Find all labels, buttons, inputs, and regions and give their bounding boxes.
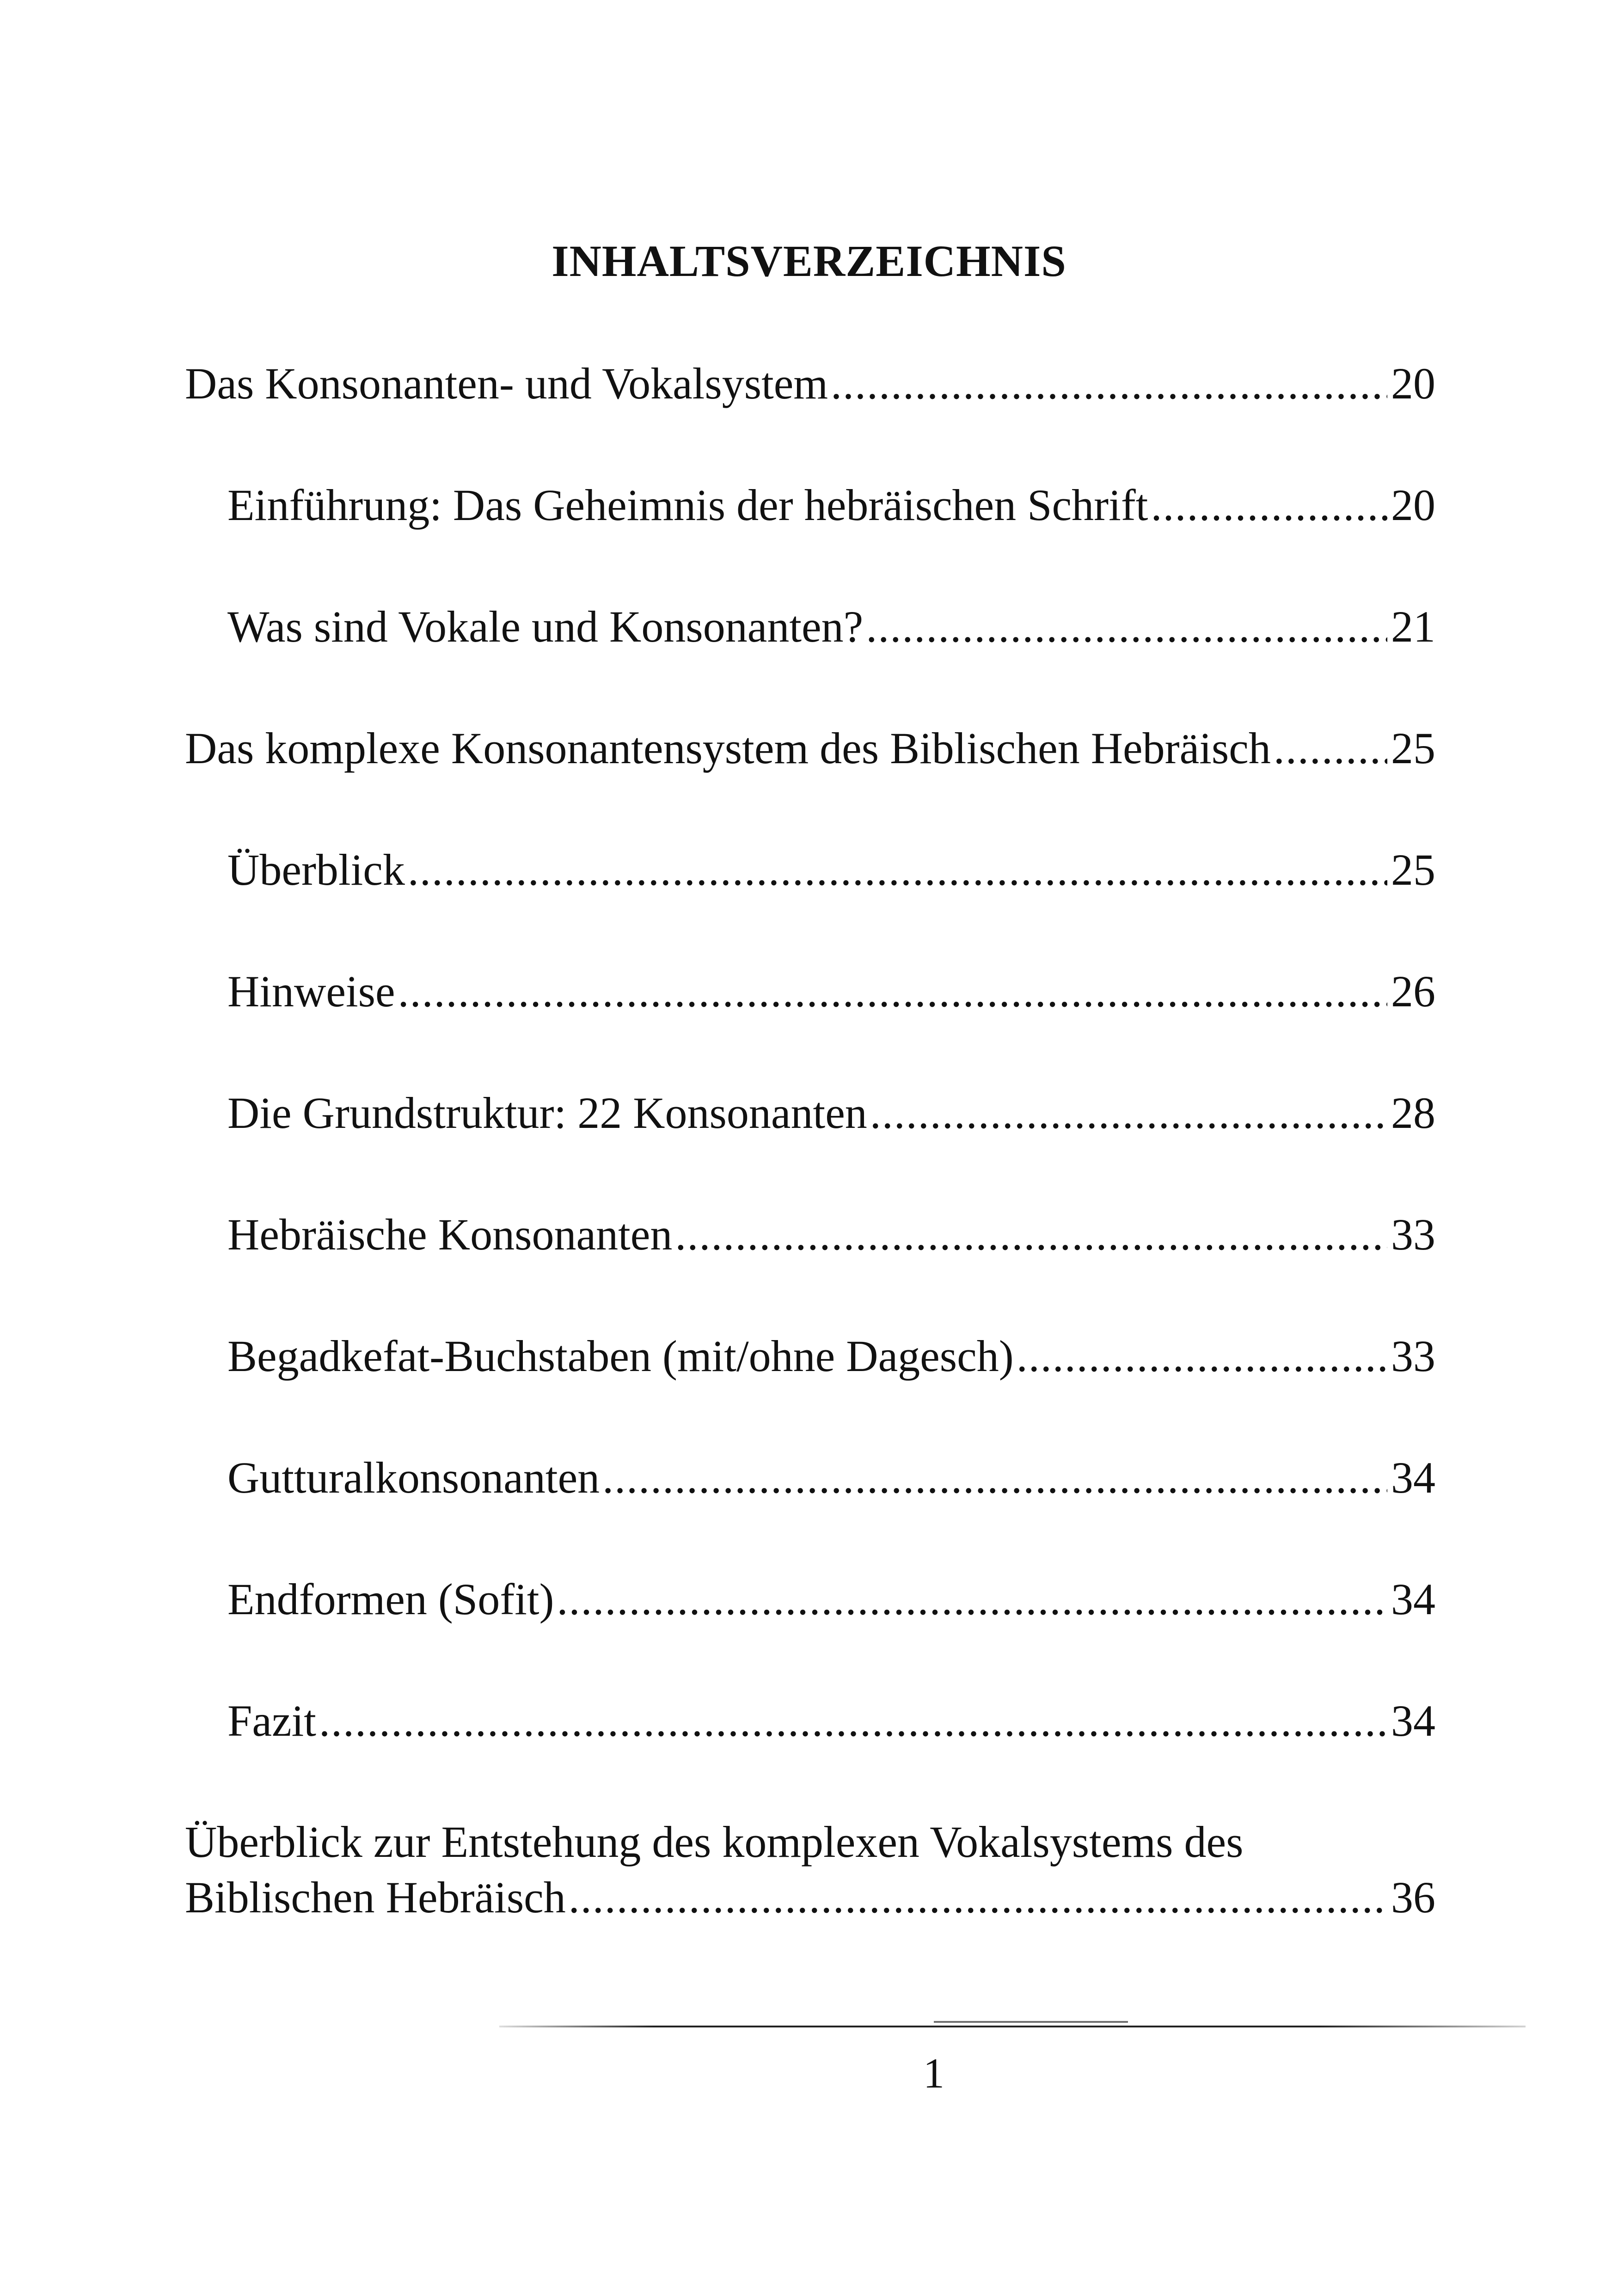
toc-page-number: 21: [1391, 602, 1435, 651]
toc-entry-text: Das komplexe Konsonantensystem des Biblischen Hebräisch: [185, 723, 1271, 773]
toc-page-number: 34: [1391, 1453, 1435, 1502]
toc-page-number: 34: [1391, 1574, 1435, 1624]
toc-entry-text-line1: Überblick zur Entstehung des komplexen Vokalsystems des: [185, 1817, 1244, 1867]
toc-entry-text: Überblick: [227, 845, 405, 894]
dot-leader: [408, 842, 1387, 898]
toc-entry-text: Begadkefat-Buchstaben (mit/ohne Dagesch): [227, 1331, 1014, 1381]
footer-divider-line: [499, 2026, 1526, 2027]
dot-leader: [319, 1693, 1387, 1749]
toc-entry-text: Hinweise: [227, 967, 395, 1016]
toc-entry[interactable]: [227, 1450, 1435, 1506]
toc-entry-text: Einführung: Das Geheimnis der hebräischen Schrift: [227, 480, 1148, 530]
toc-entry[interactable]: [227, 599, 1435, 655]
toc-entry[interactable]: [227, 478, 1435, 533]
dot-leader: [1017, 1329, 1387, 1384]
toc-page-number: 20: [1391, 359, 1435, 408]
toc-entry[interactable]: [227, 842, 1435, 898]
toc-page-number: 25: [1391, 723, 1435, 773]
toc-page-number: 20: [1391, 480, 1435, 530]
toc-entry-line2: [185, 1870, 1435, 1925]
toc-entry-text: Fazit: [227, 1696, 316, 1745]
dot-leader: [569, 1870, 1387, 1925]
dot-leader: [870, 1085, 1387, 1141]
dot-leader: [675, 1207, 1387, 1262]
toc-page-number: 25: [1391, 845, 1435, 894]
toc-page-number: 26: [1391, 967, 1435, 1016]
dot-leader: [398, 964, 1387, 1019]
toc-title: INHALTSVERZEICHNIS: [552, 236, 1066, 286]
toc-entry[interactable]: [227, 1693, 1435, 1749]
dot-leader: [1151, 478, 1387, 533]
toc-entry-text: Das Konsonanten- und Vokalsystem: [185, 359, 828, 408]
dot-leader: [557, 1572, 1388, 1627]
dot-leader: [602, 1450, 1387, 1506]
dot-leader: [1274, 721, 1387, 776]
toc-entry[interactable]: [185, 721, 1435, 776]
page-number: 1: [923, 2050, 944, 2097]
toc-entry[interactable]: [185, 1814, 1435, 1925]
toc-page-number: 34: [1391, 1696, 1435, 1745]
toc-page-number: 28: [1391, 1088, 1435, 1138]
footer-divider-accent: [934, 2021, 1128, 2023]
dot-leader: [831, 356, 1387, 411]
toc-page-number: 33: [1391, 1210, 1435, 1259]
toc-entry[interactable]: [227, 1572, 1435, 1627]
dot-leader: [866, 599, 1387, 655]
toc-entry[interactable]: [227, 964, 1435, 1019]
toc-page-number: 33: [1391, 1331, 1435, 1381]
toc-entry[interactable]: [185, 356, 1435, 411]
toc-entry-text: Was sind Vokale und Konsonanten?: [227, 602, 864, 651]
toc-page-number: 36: [1391, 1873, 1435, 1922]
toc-entry-text: Endformen (Sofit): [227, 1574, 554, 1624]
toc-entry[interactable]: [227, 1085, 1435, 1141]
toc-entry-text: Gutturalkonsonanten: [227, 1453, 600, 1502]
toc-entry-text: Hebräische Konsonanten: [227, 1210, 673, 1259]
toc-entry[interactable]: [227, 1329, 1435, 1384]
toc-entry-text: Die Grundstruktur: 22 Konsonanten: [227, 1088, 867, 1138]
toc-entry[interactable]: [227, 1207, 1435, 1262]
toc-entry-text-line2: Biblischen Hebräisch: [185, 1873, 566, 1922]
